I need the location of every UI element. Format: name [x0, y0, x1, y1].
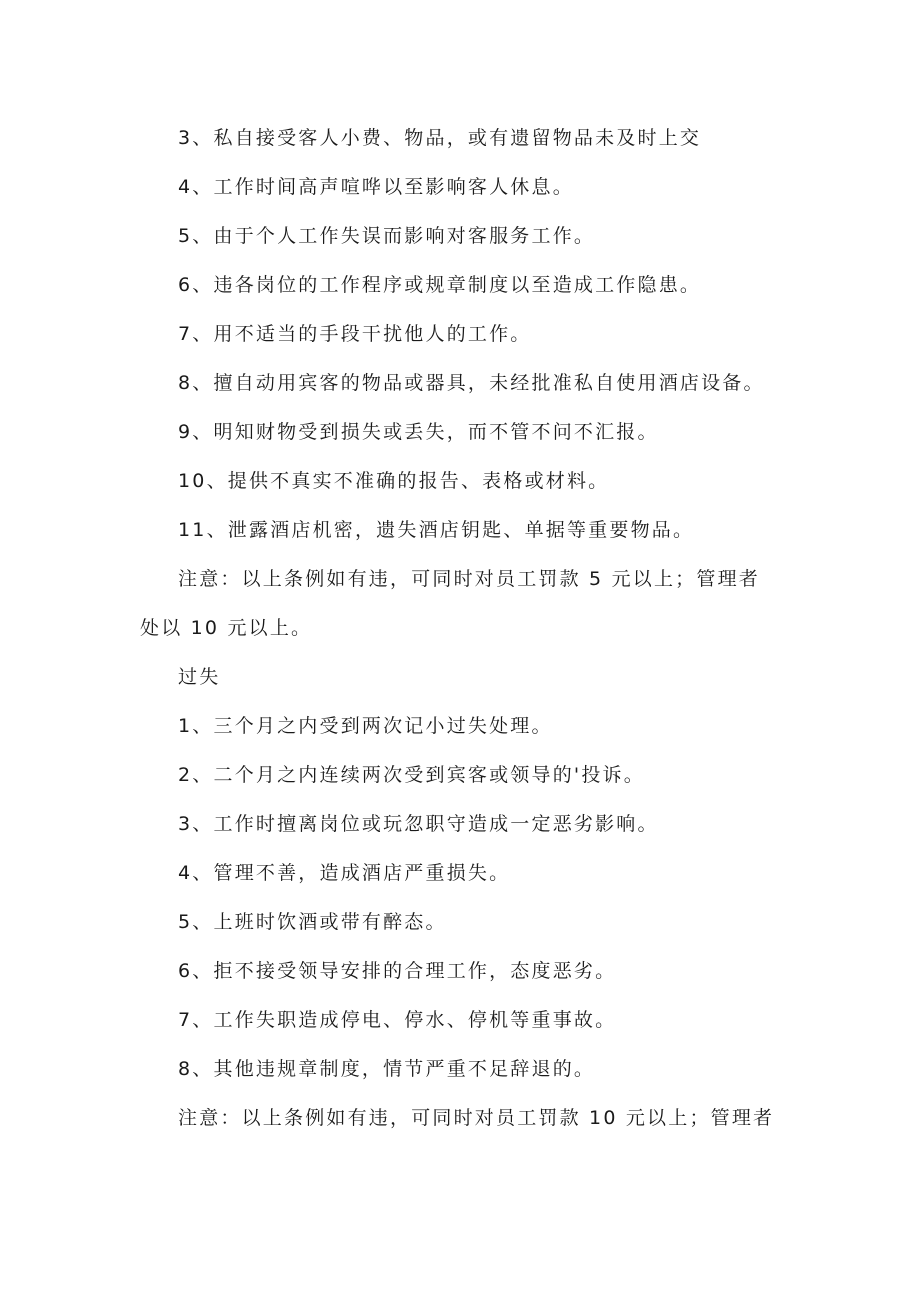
- fault-item-1: 1、三个月之内受到两次记小过失处理。: [178, 715, 553, 737]
- rule-item-9: 9、明知财物受到损失或丢失，而不管不问不汇报。: [178, 421, 659, 443]
- rule-item-11: 11、泄露酒店机密，遗失酒店钥匙、单据等重要物品。: [178, 519, 695, 541]
- rule-item-6: 6、违各岗位的工作程序或规章制度以至造成工作隐患。: [178, 274, 702, 296]
- fault-item-7: 7、工作失职造成停电、停水、停机等重事故。: [178, 1009, 617, 1031]
- section-heading-fault: 过失: [178, 666, 221, 688]
- fault-item-6: 6、拒不接受领导安排的合理工作，态度恶劣。: [178, 960, 617, 982]
- fault-item-3: 3、工作时擅离岗位或玩忽职守造成一定恶劣影响。: [178, 813, 659, 835]
- fault-item-2: 2、二个月之内连续两次受到宾客或领导的'投诉。: [178, 764, 645, 786]
- fault-note-line-1: 注意：以上条例如有违，可同时对员工罚款 10 元以上；管理者: [178, 1107, 775, 1129]
- rule-item-10: 10、提供不真实不准确的报告、表格或材料。: [178, 470, 610, 492]
- fault-item-8: 8、其他违规章制度，情节严重不足辞退的。: [178, 1058, 596, 1080]
- fault-item-4: 4、管理不善，造成酒店严重损失。: [178, 862, 511, 884]
- note-line-2: 处以 10 元以上。: [140, 617, 313, 639]
- rule-item-3: 3、私自接受客人小费、物品，或有遗留物品未及时上交: [178, 127, 702, 149]
- rule-item-7: 7、用不适当的手段干扰他人的工作。: [178, 323, 532, 345]
- fault-item-5: 5、上班时饮酒或带有醉态。: [178, 911, 447, 933]
- rule-item-4: 4、工作时间高声喧哗以至影响客人休息。: [178, 176, 574, 198]
- rule-item-8: 8、擅自动用宾客的物品或器具，未经批准私自使用酒店设备。: [178, 372, 765, 394]
- rule-item-5: 5、由于个人工作失误而影响对客服务工作。: [178, 225, 596, 247]
- note-line-1: 注意：以上条例如有违，可同时对员工罚款 5 元以上；管理者: [178, 568, 760, 590]
